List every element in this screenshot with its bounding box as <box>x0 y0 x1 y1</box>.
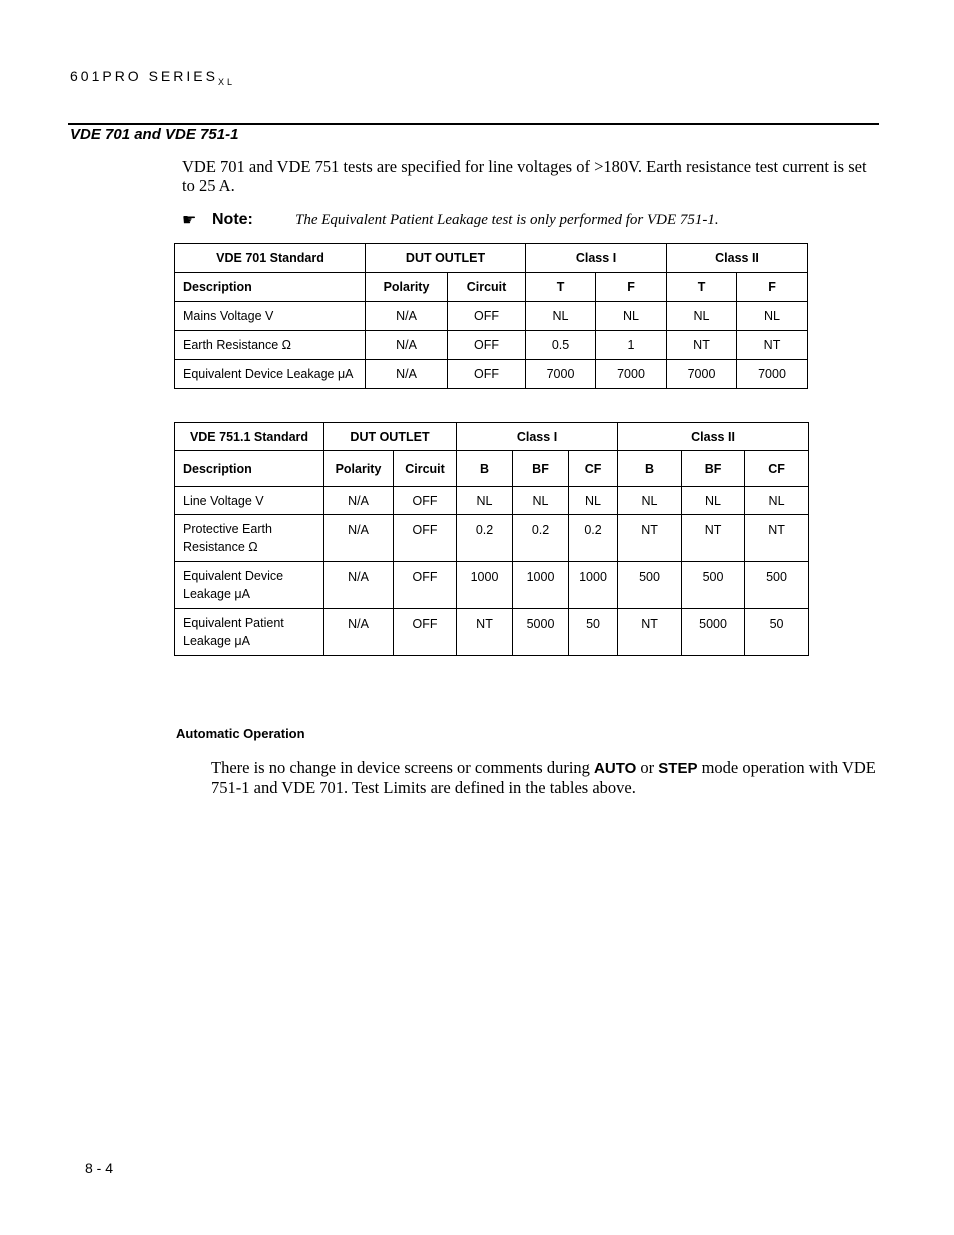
table-cell: Mains Voltage V <box>175 302 366 331</box>
table-subheader-row <box>175 451 809 487</box>
table-cell: NL <box>745 487 809 515</box>
table-cell: NL <box>513 487 569 515</box>
section-title: VDE 701 and VDE 751-1 <box>70 126 239 143</box>
table-header-row <box>175 423 809 451</box>
column-header: Description <box>175 451 324 487</box>
column-header: Circuit <box>394 451 457 487</box>
column-header: Circuit <box>448 273 526 302</box>
table-cell: NL <box>682 487 745 515</box>
table-cell: OFF <box>448 360 526 389</box>
table-row <box>175 302 808 331</box>
table-row <box>175 331 808 360</box>
column-header: T <box>667 273 737 302</box>
column-header: B <box>457 451 513 487</box>
table-cell: NT <box>618 515 682 562</box>
pointing-hand-icon: ☛ <box>182 210 197 229</box>
column-header: Polarity <box>366 273 448 302</box>
table-cell: 0.5 <box>526 331 596 360</box>
table-cell: Equivalent Device Leakage μA <box>175 360 366 389</box>
column-header: Polarity <box>324 451 394 487</box>
table-row <box>175 487 809 515</box>
table-cell: Earth Resistance Ω <box>175 331 366 360</box>
series-name: 601PRO SERIES <box>70 68 218 84</box>
table-cell: 500 <box>745 562 809 609</box>
table-cell: 50 <box>745 609 809 656</box>
class-1-header: Class I <box>457 423 618 451</box>
note-text: The Equivalent Patient Leakage test is only performed for VDE 751-1. <box>295 212 719 228</box>
table-cell: 5000 <box>682 609 745 656</box>
table-cell: 1 <box>596 331 667 360</box>
table-cell: 0.2 <box>513 515 569 562</box>
table-cell: N/A <box>324 609 394 656</box>
header-rule <box>68 123 879 125</box>
table-cell: NL <box>667 302 737 331</box>
column-header: BF <box>513 451 569 487</box>
table-cell: NT <box>667 331 737 360</box>
note-label: Note: <box>212 211 253 228</box>
table-cell: NT <box>457 609 513 656</box>
table-cell: NL <box>737 302 808 331</box>
table-cell: NL <box>569 487 618 515</box>
table-cell: Equivalent Patient Leakage μA <box>175 609 324 656</box>
table-title: VDE 701 Standard <box>175 244 366 273</box>
column-header: F <box>737 273 808 302</box>
table-cell: 5000 <box>513 609 569 656</box>
table-cell: 50 <box>569 609 618 656</box>
table-cell: OFF <box>394 609 457 656</box>
note <box>182 210 882 232</box>
table-row <box>175 360 808 389</box>
paragraph-text: mode operation with VDE 751-1 and VDE 701. Test Limits are defined in the tables above. <box>211 758 876 797</box>
paragraph-text: There is no change in device screens or comments during <box>211 758 595 777</box>
series-suffix: XL <box>217 77 235 87</box>
table-cell: Equivalent Device Leakage μA <box>175 562 324 609</box>
table-cell: 1000 <box>513 562 569 609</box>
table-cell: OFF <box>394 487 457 515</box>
automatic-operation-heading: Automatic Operation <box>176 726 305 741</box>
table-row <box>175 609 809 656</box>
table-cell: 7000 <box>737 360 808 389</box>
vde701-table <box>174 243 808 389</box>
table-row <box>175 515 809 562</box>
table-cell: 1000 <box>569 562 618 609</box>
table-cell: OFF <box>394 562 457 609</box>
table-cell: Protective Earth Resistance Ω <box>175 515 324 562</box>
table-cell: OFF <box>448 331 526 360</box>
table-cell: N/A <box>366 331 448 360</box>
table-cell: N/A <box>324 562 394 609</box>
class-2-header: Class II <box>618 423 809 451</box>
step-mode-label: STEP <box>658 760 698 777</box>
table-cell: OFF <box>394 515 457 562</box>
table-cell: 0.2 <box>569 515 618 562</box>
table-cell: Line Voltage V <box>175 487 324 515</box>
table-subheader-row <box>175 273 808 302</box>
table-cell: 500 <box>618 562 682 609</box>
column-header: F <box>596 273 667 302</box>
column-header: CF <box>745 451 809 487</box>
vde751-table <box>174 422 809 656</box>
column-header: T <box>526 273 596 302</box>
table-cell: NT <box>737 331 808 360</box>
table-cell: 0.2 <box>457 515 513 562</box>
auto-mode-label: AUTO <box>594 760 637 777</box>
column-header: CF <box>569 451 618 487</box>
table-cell: 500 <box>682 562 745 609</box>
table-cell: N/A <box>366 360 448 389</box>
table-header-row <box>175 244 808 273</box>
table-cell: 7000 <box>596 360 667 389</box>
table-cell: OFF <box>448 302 526 331</box>
table-cell: N/A <box>366 302 448 331</box>
column-header: B <box>618 451 682 487</box>
table-cell: NL <box>618 487 682 515</box>
running-header <box>70 68 235 87</box>
table-title: VDE 751.1 Standard <box>175 423 324 451</box>
table-cell: N/A <box>324 515 394 562</box>
table-cell: NT <box>745 515 809 562</box>
table-cell: 7000 <box>526 360 596 389</box>
automatic-operation-paragraph <box>211 758 881 797</box>
column-header: Description <box>175 273 366 302</box>
table-cell: N/A <box>324 487 394 515</box>
column-header: BF <box>682 451 745 487</box>
intro-paragraph: VDE 701 and VDE 751 tests are specified for line voltages of >180V. Earth resistance test current is set to 25 A. <box>182 157 867 195</box>
table-cell: NL <box>457 487 513 515</box>
dut-outlet-header: DUT OUTLET <box>324 423 457 451</box>
table-cell: NL <box>596 302 667 331</box>
table-cell: NL <box>526 302 596 331</box>
table-cell: NT <box>682 515 745 562</box>
class-1-header: Class I <box>526 244 667 273</box>
table-cell: NT <box>618 609 682 656</box>
table-row <box>175 562 809 609</box>
class-2-header: Class II <box>667 244 808 273</box>
table-cell: 7000 <box>667 360 737 389</box>
dut-outlet-header: DUT OUTLET <box>366 244 526 273</box>
paragraph-text: or <box>636 758 659 777</box>
page-number: 8 - 4 <box>85 1160 114 1176</box>
table-cell: 1000 <box>457 562 513 609</box>
